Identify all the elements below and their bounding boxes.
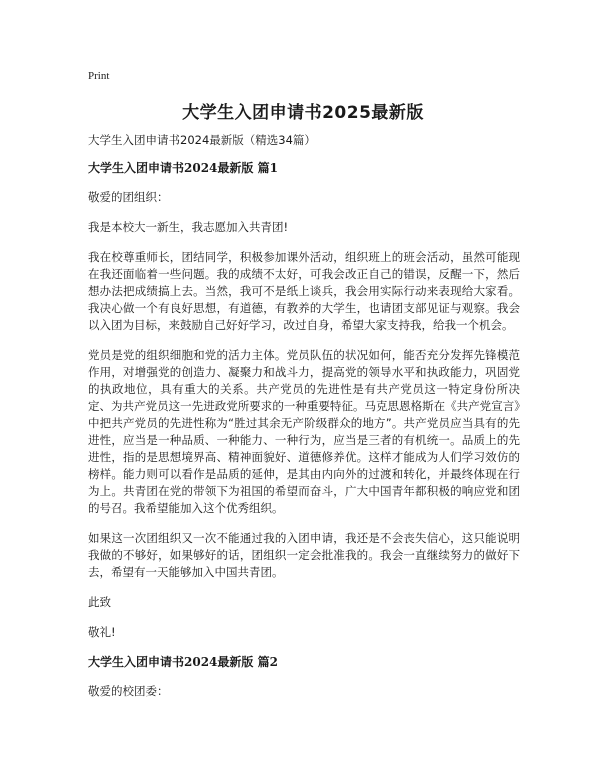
greeting: 敬爱的校团委：: [88, 684, 169, 698]
section-heading: 大学生入团申请书2024最新版 篇2: [88, 655, 278, 669]
print-label[interactable]: Print: [88, 70, 110, 82]
document-subtitle: 大学生入团申请书2024最新版（精选34篇）: [88, 133, 316, 147]
section-heading: 大学生入团申请书2024最新版 篇1: [88, 161, 278, 175]
greeting: 敬爱的团组织：: [88, 190, 169, 204]
document-title: 大学生入团申请书2025最新版: [182, 103, 424, 123]
closing-line: 此致: [88, 595, 111, 609]
document-body: [88, 160, 520, 713]
paragraph: 党员是党的组织细胞和党的活力主体。党员队伍的状况如何，能否充分发挥先锋模范作用，对增强党的创造力、凝聚力和战斗力，提高党的领导水平和执政能力，巩固党的执政地位，具有重大的关系。共产党员的先进性是有共产党员这一特定身份所决定、为共产党员这一先进政党所要求的一种重要特征。马克思恩格斯在《共产党宣言》中把共产党员的先进性称为“胜过其余无产阶级群众的地方”。共产党员应当具有的先进性，应当是一种品质、一种能力、一种行为，应当是三者的有机统一。品质上的先进性，指的是思想境界高、精神面貌好、道德修养优。这样才能成为人们学习效仿的榜样。能力则可以看作是品质的延伸，是其由内向外的过渡和转化，并最终体现在行为上。共青团在党的带领下为祖国的希望而奋斗，广大中国青年都积极的响应党和团的号召。我希望能加入这个优秀组织。: [88, 348, 520, 515]
closing-salute: 敬礼!: [88, 625, 116, 639]
paragraph: 如果这一次团组织又一次不能通过我的入团申请，我还是不会丧失信心，这只能说明我做的不够好，如果够好的话，团组织一定会批准我的。我会一直继续努力的做好下去，希望有一天能够加入中国共青团。: [88, 531, 520, 579]
paragraph: 我在校尊重师长，团结同学，积极参加课外活动，组织班上的班会活动，虽然可能现在我还面临着一些问题。我的成绩不太好，可我会改正自己的错误，反醒一下，然后想办法把成绩搞上去。当然，我可不是纸上谈兵，我会用实际行动来表现给大家看。我决心做一个有良好思想，有道德，有教养的大学生，也请团支部见证与观察。我会以入团为目标，来鼓励自己好好学习，改过自身，希望大家支持我，给我一个机会。: [88, 250, 520, 332]
paragraph: 我是本校大一新生，我志愿加入共青团!: [88, 220, 289, 234]
